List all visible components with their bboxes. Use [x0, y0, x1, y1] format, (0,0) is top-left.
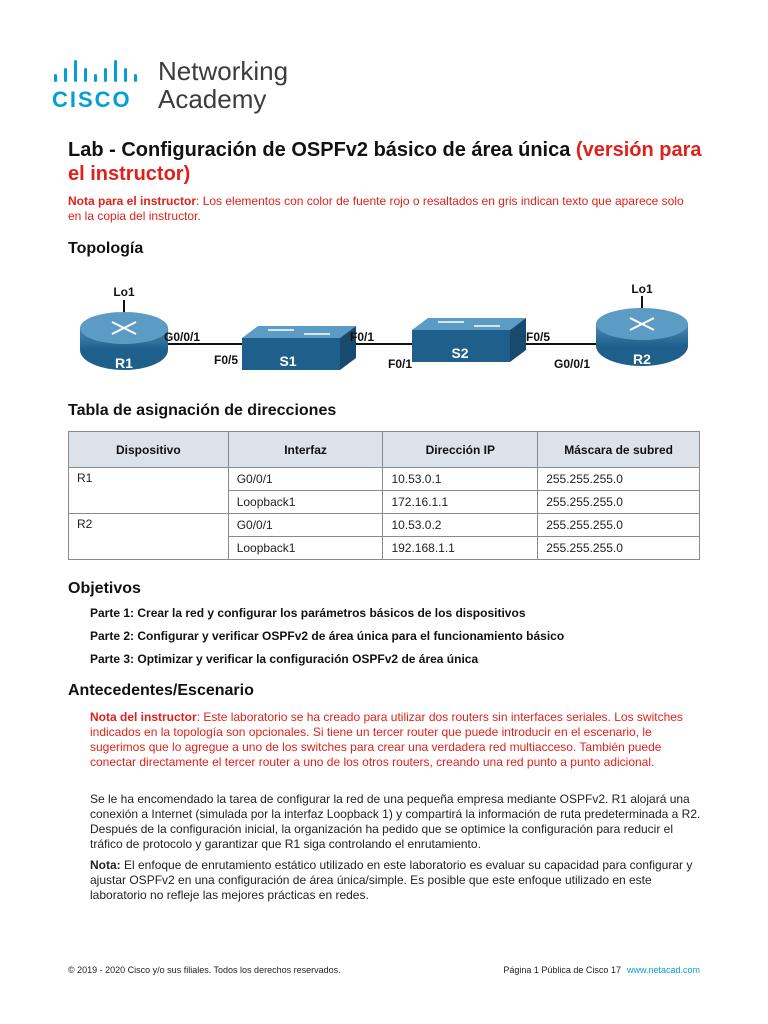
label-r2: R2	[633, 351, 651, 367]
table-row	[69, 514, 700, 537]
cell-ip: 172.16.1.1	[383, 491, 538, 514]
footer-copyright: © 2019 - 2020 Cisco y/o sus filiales. Todos los derechos reservados.	[68, 965, 341, 975]
cell-ip: 10.53.0.2	[383, 514, 538, 537]
instructor-background-label: Nota del instructor	[90, 710, 197, 724]
header-interface: Interfaz	[228, 432, 383, 468]
label-s2: S2	[451, 345, 469, 361]
title-main: Lab - Configuración de OSPFv2 básico de área única	[68, 139, 576, 161]
header-ip: Dirección IP	[383, 432, 538, 468]
port-s2-r2: F0/5	[526, 330, 551, 344]
cell-interface: Loopback1	[228, 491, 383, 514]
cell-interface: G0/0/1	[228, 514, 383, 537]
objective-item: Parte 3: Optimizar y verificar la configuración OSPFv2 de área única	[90, 652, 479, 666]
port-s1-s2: F0/1	[350, 330, 375, 344]
logo-networking: Networking	[158, 56, 289, 86]
objective-item: Parte 1: Crear la red y configurar los parámetros básicos de los dispositivos	[90, 606, 526, 620]
heading-topology: Topología	[68, 240, 144, 257]
cisco-wordmark: CISCO	[52, 87, 132, 112]
heading-address-table: Tabla de asignación de direcciones	[68, 402, 337, 419]
note-label: Nota:	[90, 858, 121, 872]
switch-s1	[242, 326, 356, 370]
header-mask: Máscara de subred	[538, 432, 700, 468]
port-s2-s1: F0/1	[388, 357, 413, 371]
cell-mask: 255.255.255.0	[538, 491, 700, 514]
port-s1-r1: F0/5	[214, 353, 239, 367]
note-paragraph	[90, 858, 702, 903]
port-r1: G0/0/1	[164, 330, 201, 344]
objective-item: Parte 2: Configurar y verificar OSPFv2 de área única para el funcionamiento básico	[90, 629, 565, 643]
cell-ip: 192.168.1.1	[383, 537, 538, 560]
table-row	[69, 468, 700, 491]
footer-page: Página 1 Pública de Cisco 17	[503, 965, 621, 975]
footer-page-info	[503, 965, 700, 975]
instructor-background-note	[90, 710, 702, 770]
cell-interface: Loopback1	[228, 537, 383, 560]
header-device: Dispositivo	[69, 432, 229, 468]
scenario-paragraph: Se le ha encomendado la tarea de configurar la red de una pequeña empresa mediante OSPFv2. R1 alojará una conexión a Internet (simulada por la interfaz Loopback 1) y compartirá la información de ruta predeterminada a R2. Después de la configuración inicial, la organización ha pedido que se optimice la configuración para reducir el tráfico de protocolo y garantizar que R1 siga controlando el enrutamiento.	[90, 792, 701, 851]
port-r2: G0/0/1	[554, 357, 591, 371]
footer-link[interactable]: www.netacad.com	[626, 965, 700, 975]
instructor-background-text: : Este laboratorio se ha creado para utilizar dos routers sin interfaces seriales. Los switches indicados en la topología son opcionales. Si tiene un tercer router que puede introducir en el escenario, le sugerimos que lo agregue a uno de los switches para crear una verdadera red multiacceso. También puede conectar directamente el tercer router a uno de los otros routers, creando una red punto a punto adicional.	[90, 710, 683, 769]
page-title	[68, 138, 708, 186]
label-s1: S1	[279, 353, 297, 369]
logo-academy: Academy	[158, 84, 267, 114]
note-text: El enfoque de enrutamiento estático utilizado en este laboratorio es evaluar su capacidad para configurar y ajustar OSPFv2 en una configuración de área única/simple. Es posible que este enfoque utilizado en este laboratorio no refleje las mejores prácticas en redes.	[90, 858, 693, 902]
label-lo1-r2: Lo1	[631, 282, 653, 296]
cell-mask: 255.255.255.0	[538, 514, 700, 537]
cell-mask: 255.255.255.0	[538, 468, 700, 491]
table-header-row	[69, 432, 700, 468]
cell-ip: 10.53.0.1	[383, 468, 538, 491]
topology-diagram	[68, 278, 708, 378]
instructor-note-text: : Los elementos con color de fuente rojo o resaltados en gris indican texto que aparece solo en la copia del instructor.	[68, 194, 684, 223]
cisco-bars-icon	[52, 58, 152, 84]
instructor-note-label: Nota para el instructor	[68, 194, 197, 208]
cell-interface: G0/0/1	[228, 468, 383, 491]
label-r1: R1	[115, 355, 133, 371]
title-highlight: (versión para el instructor)	[68, 139, 702, 185]
heading-background: Antecedentes/Escenario	[68, 682, 254, 699]
switch-s2	[412, 318, 526, 362]
address-table	[68, 431, 700, 560]
heading-objectives: Objetivos	[68, 580, 141, 597]
label-lo1-r1: Lo1	[113, 285, 135, 299]
cell-device: R1	[69, 468, 229, 514]
instructor-note	[68, 194, 698, 224]
cell-device: R2	[69, 514, 229, 560]
cisco-logo	[52, 58, 312, 116]
cell-mask: 255.255.255.0	[538, 537, 700, 560]
